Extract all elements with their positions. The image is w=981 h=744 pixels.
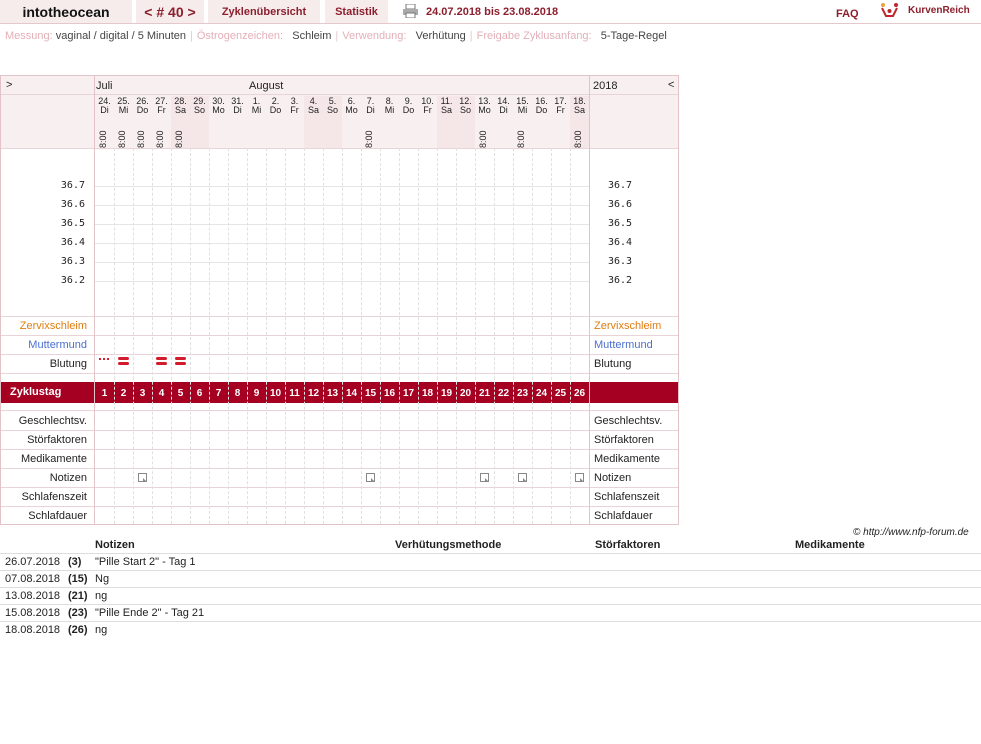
cycle-info: Messung: vaginal / digital / 5 Minuten | Östrogenzeichen: Schleim | Verwendung: Verhütung | Freigabe Zyklusanfang: 5-Tage-Regel [5, 30, 667, 42]
row-bleeding: Blutung [49, 358, 87, 370]
day-weekday: Fr [157, 105, 166, 115]
day-separator [342, 148, 343, 524]
day-separator [456, 148, 457, 524]
day-separator [133, 148, 134, 524]
note-cycle-day: (23) [68, 607, 88, 619]
day-weekday: Di [233, 105, 242, 115]
measure-time: 8:00 [573, 130, 583, 148]
cycle-day-number[interactable]: 11 [289, 388, 300, 399]
day-date: 14. [497, 96, 510, 106]
table-row[interactable] [0, 570, 981, 587]
faq-link[interactable]: FAQ [836, 8, 859, 20]
day-separator [418, 148, 419, 524]
day-separator [551, 148, 552, 524]
temp-label-left: 36.3 [60, 256, 85, 267]
brand-name: KurvenReich [908, 5, 970, 16]
cycle-day-number[interactable]: 12 [307, 388, 320, 399]
row-intercourse-right: Geschlechtsv. [594, 415, 663, 427]
temp-label-left: 36.2 [60, 275, 85, 286]
day-column-header[interactable] [323, 96, 342, 148]
note-cycle-day: (26) [68, 624, 88, 636]
row-cervix: Muttermund [28, 339, 87, 351]
day-column-header[interactable] [171, 96, 190, 148]
day-column-header[interactable] [570, 96, 589, 148]
row-bleeding-right: Blutung [594, 358, 632, 370]
cycle-chart [0, 75, 679, 525]
day-weekday: So [193, 105, 205, 115]
cycle-day-label: Zyklustag [10, 386, 62, 398]
row-cervix-right: Muttermund [594, 339, 653, 351]
day-separator [532, 148, 533, 524]
temp-label-left: 36.4 [60, 237, 85, 248]
month-july: Juli [96, 80, 113, 92]
measure-time: 8:00 [516, 130, 526, 148]
cycle-day-number[interactable]: 7 [215, 388, 222, 399]
day-date: 31. [231, 96, 244, 106]
day-separator [494, 148, 495, 524]
day-separator [114, 148, 115, 524]
next-cycle-arrow[interactable]: < [668, 79, 675, 91]
day-date: 15. [516, 96, 529, 106]
cycle-day-number[interactable]: 14 [345, 388, 358, 399]
day-weekday: So [459, 105, 471, 115]
day-separator [475, 148, 476, 524]
day-date: 16. [535, 96, 548, 106]
day-date: 13. [478, 96, 491, 106]
day-separator [285, 148, 286, 524]
cycle-day-number[interactable]: 2 [120, 388, 127, 399]
temp-label-right: 36.5 [608, 218, 633, 229]
day-weekday: Mi [384, 105, 395, 115]
day-weekday: Mi [517, 105, 528, 115]
day-date: 2. [271, 96, 280, 106]
day-weekday: Di [366, 105, 375, 115]
day-separator [361, 148, 362, 524]
spotting-mark [103, 358, 105, 360]
day-weekday: Do [269, 105, 282, 115]
day-column-header[interactable] [95, 96, 114, 148]
day-date: 27. [155, 96, 168, 106]
day-date: 5. [328, 96, 337, 106]
day-date: 8. [385, 96, 394, 106]
note-date: 15.08.2018 [5, 607, 61, 619]
row-medication-right: Medikamente [594, 453, 661, 465]
row-cervical-mucus-right: Zervixschleim [594, 320, 662, 332]
day-separator [190, 148, 191, 524]
day-date: 11. [440, 96, 453, 106]
day-date: 9. [404, 96, 413, 106]
cycle-day-number[interactable]: 1 [101, 388, 108, 399]
note-icon[interactable] [366, 473, 375, 482]
spotting-mark [99, 358, 101, 360]
day-column-header[interactable] [152, 96, 171, 148]
day-weekday: Do [535, 105, 548, 115]
cycle-day-number[interactable]: 26 [573, 388, 586, 399]
day-weekday: Di [499, 105, 508, 115]
cycle-day-number[interactable]: 6 [196, 388, 203, 399]
row-bedtime-right: Schlafenszeit [594, 491, 660, 503]
row-disturbances-right: Störfaktoren [594, 434, 654, 446]
day-weekday: Fr [423, 105, 432, 115]
day-separator [323, 148, 324, 524]
day-separator [171, 148, 172, 524]
day-weekday: Sa [307, 105, 319, 115]
measure-time: 8:00 [155, 130, 165, 148]
day-separator [513, 148, 514, 524]
table-row[interactable] [0, 587, 981, 604]
day-column-header[interactable] [190, 96, 209, 148]
day-separator [247, 148, 248, 524]
cycle-day-number[interactable]: 9 [253, 388, 260, 399]
row-cervical-mucus: Zervixschleim [19, 320, 87, 332]
day-column-header[interactable] [285, 96, 304, 148]
bleeding-mark [118, 357, 129, 360]
note-icon[interactable] [518, 473, 527, 482]
cycle-day-number[interactable]: 16 [383, 388, 396, 399]
note-text: "Pille Ende 2" - Tag 21 [95, 607, 205, 619]
day-column-header[interactable] [551, 96, 570, 148]
day-column-header[interactable] [437, 96, 456, 148]
day-column-header[interactable] [266, 96, 285, 148]
day-separator [399, 148, 400, 524]
day-column-header[interactable] [361, 96, 380, 148]
day-weekday: Sa [573, 105, 585, 115]
day-date: 17. [554, 96, 567, 106]
day-separator [304, 148, 305, 524]
note-text: ng [95, 590, 108, 602]
cycle-day-number[interactable]: 18 [421, 388, 434, 399]
cycle-day-number[interactable]: 17 [402, 388, 415, 399]
day-weekday: Fr [556, 105, 565, 115]
day-separator [266, 148, 267, 524]
day-weekday: Sa [174, 105, 186, 115]
cycle-day-number[interactable]: 23 [516, 388, 529, 399]
day-separator [228, 148, 229, 524]
prev-cycle-arrow[interactable]: > [6, 79, 13, 91]
month-august: August [249, 80, 284, 92]
day-column-header[interactable] [475, 96, 494, 148]
note-date: 07.08.2018 [5, 573, 61, 585]
row-disturbances: Störfaktoren [27, 434, 87, 446]
day-column-header[interactable] [342, 96, 361, 148]
kurvenreich-logo-icon[interactable] [880, 2, 899, 19]
col-disturbances: Störfaktoren [595, 539, 661, 551]
bleeding-mark [156, 362, 167, 365]
day-date: 7. [366, 96, 375, 106]
cycle-day-number[interactable]: 19 [440, 388, 453, 399]
day-separator [437, 148, 438, 524]
row-sleep-duration: Schlafdauer [28, 510, 87, 522]
temp-label-right: 36.7 [608, 180, 633, 191]
day-column-header[interactable] [399, 96, 418, 148]
day-date: 29. [193, 96, 206, 106]
note-cycle-day: (21) [68, 590, 88, 602]
day-date: 6. [347, 96, 356, 106]
temp-label-left: 36.7 [60, 180, 85, 191]
temp-label-right: 36.6 [608, 199, 633, 210]
row-notes: Notizen [49, 472, 87, 484]
day-column-header[interactable] [532, 96, 551, 148]
day-date: 12. [459, 96, 472, 106]
measure-time: 8:00 [478, 130, 488, 148]
day-date: 18. [573, 96, 586, 106]
bleeding-mark [175, 362, 186, 365]
note-date: 26.07.2018 [5, 556, 61, 568]
year-label: 2018 [593, 80, 618, 92]
table-row[interactable] [0, 604, 981, 621]
note-icon[interactable] [480, 473, 489, 482]
measure-time: 8:00 [98, 130, 108, 148]
cycle-day-number[interactable]: 13 [326, 388, 339, 399]
day-column-header[interactable] [247, 96, 266, 148]
day-weekday: Fr [290, 105, 299, 115]
nav-divider [0, 23, 981, 24]
day-weekday: Sa [440, 105, 452, 115]
note-date: 13.08.2018 [5, 590, 61, 602]
cycle-day-number[interactable]: 24 [535, 388, 548, 399]
day-date: 10. [421, 96, 434, 106]
day-date: 25. [117, 96, 130, 106]
day-separator [152, 148, 153, 524]
cycle-day-number[interactable]: 3 [139, 388, 146, 399]
copyright: © http://www.nfp-forum.de [853, 527, 969, 538]
note-cycle-day: (3) [68, 556, 82, 568]
col-notes: Notizen [95, 539, 135, 551]
row-medication: Medikamente [20, 453, 87, 465]
temp-label-right: 36.2 [608, 275, 633, 286]
measure-time: 8:00 [136, 130, 146, 148]
day-separator [570, 148, 571, 524]
cycle-day-number[interactable]: 15 [364, 388, 377, 399]
day-date: 1. [252, 96, 261, 106]
day-column-header[interactable] [228, 96, 247, 148]
temp-label-left: 36.5 [60, 218, 85, 229]
day-weekday: Mi [118, 105, 129, 115]
cycle-day-number[interactable]: 20 [459, 388, 472, 399]
day-date: 30. [212, 96, 225, 106]
bleeding-mark [175, 357, 186, 360]
measure-time: 8:00 [117, 130, 127, 148]
day-column-header[interactable] [456, 96, 475, 148]
measure-time: 8:00 [174, 130, 184, 148]
day-date: 24. [98, 96, 111, 106]
row-intercourse: Geschlechtsv. [18, 415, 87, 427]
day-weekday: Do [136, 105, 149, 115]
cycle-day-number[interactable]: 22 [497, 388, 510, 399]
day-separator [209, 148, 210, 524]
day-weekday: Di [100, 105, 109, 115]
day-column-header[interactable] [513, 96, 532, 148]
table-row[interactable] [0, 553, 981, 570]
day-date: 26. [136, 96, 149, 106]
note-date: 18.08.2018 [5, 624, 61, 636]
note-text: "Pille Start 2" - Tag 1 [95, 556, 196, 568]
day-weekday: So [326, 105, 338, 115]
printer-icon[interactable] [403, 4, 418, 18]
cycles-overview-tab[interactable]: Zyklenübersicht [208, 0, 320, 23]
day-weekday: Mo [345, 105, 358, 115]
col-medication: Medikamente [795, 539, 865, 551]
day-separator [380, 148, 381, 524]
bleeding-mark [118, 362, 129, 365]
row-notes-right: Notizen [594, 472, 632, 484]
cycle-day-number[interactable]: 21 [478, 388, 491, 399]
cycle-day-number[interactable]: 8 [234, 388, 241, 399]
note-icon[interactable] [575, 473, 584, 482]
day-weekday: Mo [212, 105, 225, 115]
cycle-day-number[interactable]: 4 [158, 388, 165, 399]
day-column-header[interactable] [304, 96, 323, 148]
day-weekday: Mi [251, 105, 262, 115]
note-text: Ng [95, 573, 110, 585]
day-weekday: Do [402, 105, 415, 115]
temp-label-right: 36.3 [608, 256, 633, 267]
table-row[interactable] [0, 621, 981, 638]
row-sleep-duration-right: Schlafdauer [594, 510, 653, 522]
username: intotheocean [0, 0, 132, 23]
measure-time: 8:00 [364, 130, 374, 148]
spotting-mark [107, 358, 109, 360]
day-date: 3. [290, 96, 299, 106]
day-date: 4. [309, 96, 318, 106]
statistics-tab[interactable]: Statistik [325, 0, 388, 23]
day-date: 28. [174, 96, 187, 106]
day-column-header[interactable] [380, 96, 399, 148]
col-contraception: Verhütungsmethode [395, 539, 502, 551]
cycle-day-number[interactable]: 10 [269, 388, 282, 399]
day-column-header[interactable] [418, 96, 437, 148]
day-column-header[interactable] [209, 96, 228, 148]
temp-label-right: 36.4 [608, 237, 633, 248]
cycle-day-number[interactable]: 5 [177, 388, 184, 399]
row-bedtime: Schlafenszeit [21, 491, 87, 503]
temp-label-left: 36.6 [60, 199, 85, 210]
cycle-nav[interactable]: < # 40 > [136, 0, 204, 23]
day-column-header[interactable] [133, 96, 152, 148]
note-cycle-day: (15) [68, 573, 88, 585]
note-text: ng [95, 624, 108, 636]
cycle-day-number[interactable]: 25 [554, 388, 567, 399]
note-icon[interactable] [138, 473, 147, 482]
day-column-header[interactable] [494, 96, 513, 148]
day-column-header[interactable] [114, 96, 133, 148]
date-range: 24.07.2018 bis 23.08.2018 [426, 6, 559, 18]
bleeding-mark [156, 357, 167, 360]
day-weekday: Mo [478, 105, 491, 115]
